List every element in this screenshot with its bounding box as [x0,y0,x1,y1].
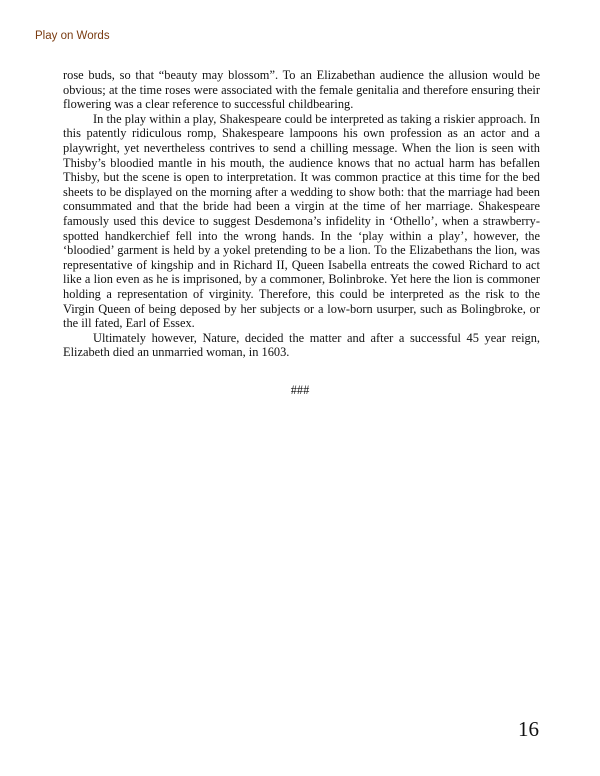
body-text [63,68,540,360]
paragraph-conclusion: Ultimately however, Nature, decided the matter and after a successful 45 year reign, Elizabeth died an unmarried woman, in 1603. [63,330,540,360]
section-separator: ### [290,383,310,397]
page-number: 16 [518,717,539,741]
running-header: Play on Words [35,30,110,42]
paragraph-play-within-play: In the play within a play, Shakespeare could be interpreted as taking a riskier approach. In this patently ridiculous romp, Shakespeare lampoons his own profession as an actor and a playwright, yet nevertheless contrives to send a chilling message. When the lion is seen with Thisby’s bloodied mantle in his mouth, the audience knows that no actual harm has befallen Thisby, but the scene is open to interpretation. It was common practice at this time for the bed sheets to be displayed on the morning after a wedding to show both: that the marriage had been consummated and that the bride had been a virgin at the time of her marriage. Shakespeare famously used this device to suggest Desdemona’s infidelity in ‘Othello’, when a strawberry-spotted handkerchief fell into the wrong hands. In the ‘play within a play’, however, the ‘bloodied’ garment is held by a yokel pretending to be a lion. To the Elizabethans the lion, was representative of kingship and in Richard II, Queen Isabella entreats the cowed Richard to act like a lion even as he is imprisoned, by a commoner, Bolinbroke. Yet here the lion is commoner holding a representation of virginity. Therefore, this could be interpreted as the risk to the Virgin Queen of being deposed by her subjects or a low-born usurper, such as Bolingbroke, or the ill fated, Earl of Essex. [63,111,540,331]
paragraph-roses: rose buds, so that “beauty may blossom”. To an Elizabethan audience the allusion would be obvious; at the time roses were associated with the female genitalia and therefore ensuring their flowering was a clear reference to successful childbearing. [63,68,540,112]
